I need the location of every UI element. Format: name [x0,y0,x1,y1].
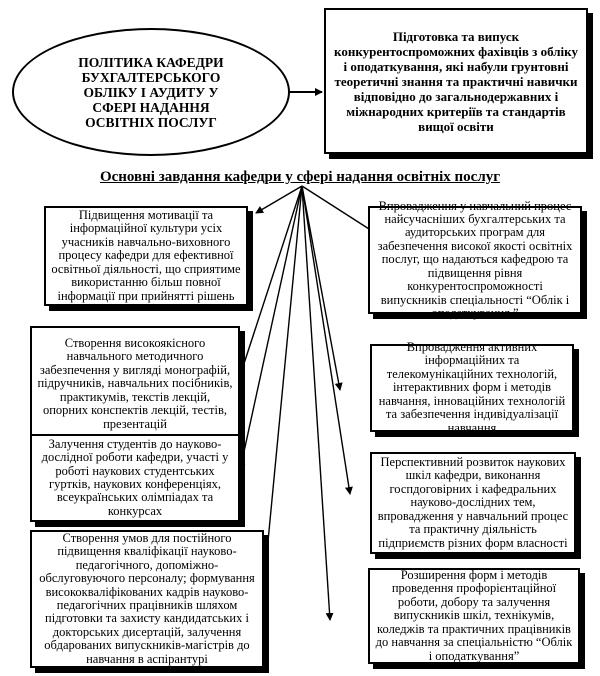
right-task-1 [368,198,582,320]
left-task-1 [44,206,248,306]
right-task-2 [370,340,574,435]
policy-ellipse [12,28,290,156]
arrow-to-right-task-3 [302,186,350,494]
right-task-3-text: Перспективний розвиток наукових шкіл кафедри, виконання госпдоговірних і кафедральних науково-дослідних тем, впровадження у навчальний процес та практичну діяльність підприємств різних форм власності [377,455,569,550]
right-task-4-text: Розширення форм і методів проведення профорієнтаційної роботи, добору та залучення випускників шкіл, технікумів, коледжів та практичних працівників до навчання за спеціальністю “Облік і оподаткування” [375,568,573,663]
policy-text: ПОЛІТИКА КАФЕДРИ БУХГАЛТЕРСЬКОГО ОБЛІКУ І АУДИТУ У СФЕРІ НАДАННЯ ОСВІТНІХ ПОСЛУГ [78,54,224,130]
goal-text: Підготовка та випуск конкурентоспроможних фахівців з обліку і оподаткування, які набули грунтовні теоретичні знання та практичні навички відповідно до загальнодержавних і міжнародних критеріїв та стандартів вищої освіти [334,28,578,134]
arrow-to-left-task-3 [240,186,302,470]
right-task-2-text: Впровадження активних інформаційних та телекомунікаційних технологій, інтерактивних форм і методів навчання, інноваційних технологій та забезпечення індивідуалізації навчання [378,340,566,435]
left-task-2-text: Створення високоякісного навчального методичного забезпечення у вигляді монографій, підручників, навчальних посібників, практикумів, текстів лекцій, опорних конспектів лекцій, тестів, презентацій [37,336,233,431]
left-task-3 [30,434,240,522]
left-task-4-text: Створення умов для постійного підвищення кваліфікації науково-педагогічного, допоміжно-обслуговуючого персоналу; формування висококваліфікованих кадрів науково-педагогічних працівників шляхом підготовки та захисту кандидатських і докторських дисертацій, залучення обдарованих випускників-магістрів до навчання в аспірантурі [39,530,255,666]
arrow-to-right-task-4 [302,186,330,620]
tasks-heading: Основні завдання кафедри у сфері надання освітніх послуг [99,169,501,185]
goal-box [324,8,588,154]
left-task-2 [30,326,240,442]
left-task-4 [30,530,264,668]
right-task-3 [370,452,576,554]
right-task-1-text: Впровадження у навчальний процес найсучасніших бухгалтерських та аудиторських програм для забезпечення високої якості освітніх послуг, що надаються кафедрою та підвищення рівня конкурентоспроможності випускників спеціальності “Облік і оподаткування ” [377,198,573,320]
right-task-4 [368,568,580,664]
left-task-1-text: Підвищення мотивації та інформаційної культури усіх учасників навчально-виховного процесу кафедри для ефективної освітньої діяльності, що сприятиме використанню більш повної інформації при прийнятті рішень [51,208,241,303]
left-task-3-text: Залучення студентів до науково-дослідної роботи кафедри, участі у роботі наукових студентських гуртків, наукових конференціях, всеукраїнських олімпіадах та конкурсах [41,436,229,518]
arrow-to-right-task-2 [302,186,340,390]
